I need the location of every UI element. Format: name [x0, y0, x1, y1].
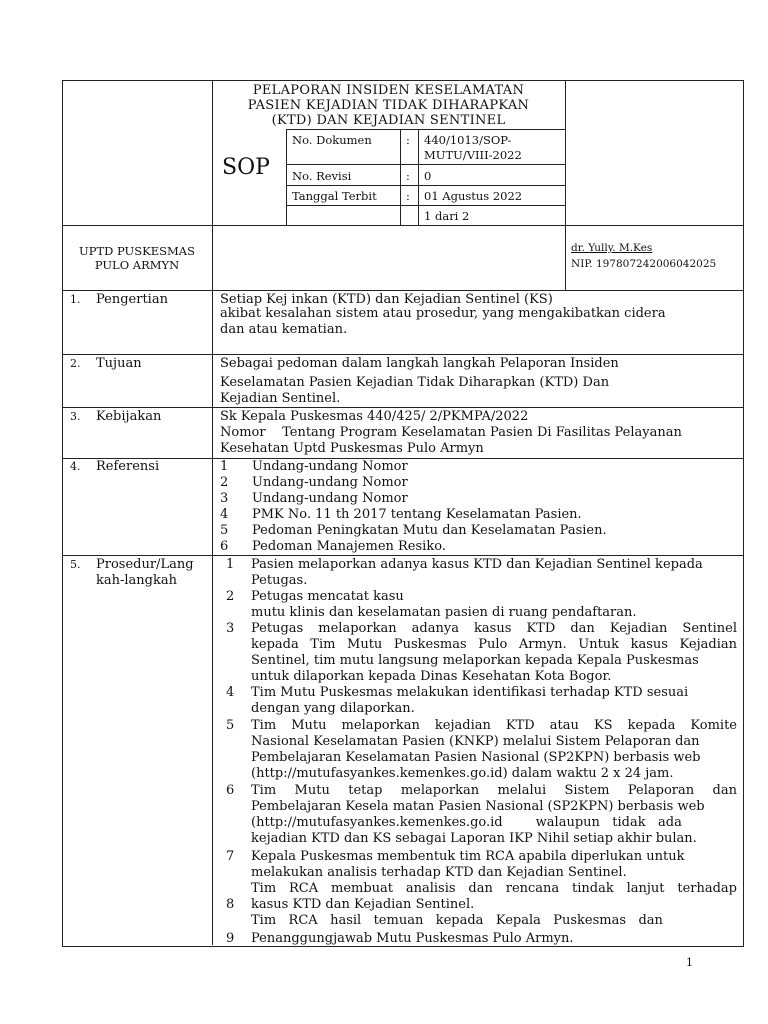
- section-1-number: 1.: [70, 293, 81, 306]
- section-2-line-1: Sebagai pedoman dalam langkah langkah Pelaporan Insiden: [220, 356, 619, 371]
- procedure-line: kejadian KTD dan KS sebagai Laporan IKP Nihil setiap akhir bulan.: [251, 831, 697, 846]
- procedure-line: Tim RCA hasil temuan kepada Kepala Puskesmas dan: [251, 913, 663, 928]
- section-4-number: 4.: [70, 460, 81, 473]
- section-3-label: Kebijakan: [96, 409, 162, 424]
- page-count-value: 1 dari 2: [424, 209, 470, 223]
- section-3-line-1: Sk Kepala Puskesmas 440/425/ 2/PKMPA/2022: [220, 409, 529, 424]
- reference-text: Undang-undang Nomor: [252, 459, 408, 474]
- step-number: 3: [226, 621, 235, 636]
- header-bottom-rule: [62, 225, 743, 226]
- issue-date-colon: :: [406, 189, 410, 203]
- revision-value: 0: [424, 169, 432, 183]
- revision-colon: :: [406, 169, 410, 183]
- revision-label: No. Revisi: [292, 169, 352, 183]
- section-1-line-2: akibat kesalahan sistem atau prosedur, yang mengakibatkan cidera: [220, 306, 666, 321]
- doc-title-line-3: (KTD) DAN KEJADIAN SENTINEL: [271, 113, 506, 128]
- meta-rule-4: [286, 205, 565, 206]
- section-5-label-line-1: Prosedur/Lang: [96, 557, 194, 572]
- section-2-rule: [62, 407, 743, 408]
- reference-text: Undang-undang Nomor: [252, 475, 408, 490]
- section-2-number: 2.: [70, 357, 81, 370]
- section-2-line-2: Keselamatan Pasien Kejadian Tidak Diharapkan (KTD) Dan: [220, 375, 610, 390]
- procedure-line: Petugas.: [251, 573, 308, 588]
- procedure-line: (http://mutufasyankes.kemenkes.go.id walaupun tidak ada: [251, 815, 682, 830]
- procedure-line: Penanggungjawab Mutu Puskesmas Pulo Armyn.: [251, 931, 574, 946]
- reference-number: 4: [220, 507, 229, 522]
- step-number: 4: [226, 685, 235, 700]
- section-3-line-2: Nomor Tentang Program Keselamatan Pasien Di Fasilitas Pelayanan: [220, 425, 682, 440]
- procedure-line: Petugas melaporkan adanya kasus KTD dan Kejadian Sentinel: [251, 621, 737, 636]
- meta-col-2: [400, 129, 401, 225]
- step-number: 7: [226, 849, 235, 864]
- procedure-line: mutu klinis dan keselamatan pasien di ruang pendaftaran.: [251, 605, 637, 620]
- procedure-line: Nasional Keselamatan Pasien (KNKP) melalui Sistem Pelaporan dan: [251, 734, 700, 749]
- procedure-line: kasus KTD dan Kejadian Sentinel.: [251, 897, 475, 912]
- section-4-rule: [62, 555, 743, 556]
- step-number: 9: [226, 931, 235, 946]
- header-left-divider: [212, 80, 213, 945]
- issue-date-value: 01 Agustus 2022: [424, 189, 523, 203]
- section-1-rule: [62, 354, 743, 355]
- section-2-label: Tujuan: [96, 356, 142, 371]
- procedure-line: kepada Tim Mutu Puskesmas Pulo Armyn. Untuk kasus Kejadian: [251, 637, 737, 652]
- procedure-line: Tim Mutu tetap melaporkan melalui Sistem Pelaporan dan: [251, 783, 737, 798]
- meta-rule-2: [286, 164, 565, 165]
- procedure-line: Petugas mencatat kasu: [251, 589, 404, 604]
- step-number: 8: [226, 897, 235, 912]
- procedure-line: Tim Mutu Puskesmas melakukan identifikasi terhadap KTD sesuai: [251, 685, 689, 700]
- section-5-number: 5.: [70, 558, 81, 571]
- procedure-line: Kepala Puskesmas membentuk tim RCA apabila diperlukan untuk: [251, 849, 685, 864]
- reference-number: 6: [220, 539, 229, 554]
- doc-title-line-2: PASIEN KEJADIAN TIDAK DIHARAPKAN: [247, 98, 530, 113]
- procedure-line: melakukan analisis terhadap KTD dan Kejadian Sentinel.: [251, 865, 627, 880]
- reference-number: 5: [220, 523, 229, 538]
- doc-number-label: No. Dokumen: [292, 133, 372, 147]
- doc-number-value-1: 440/1013/SOP-: [424, 133, 512, 147]
- meta-top-rule: [286, 129, 565, 130]
- step-number: 1: [226, 557, 235, 572]
- doc-number-colon: :: [406, 133, 410, 147]
- signer-name: dr. Yully. M.Kes: [571, 242, 653, 254]
- reference-number: 1: [220, 459, 229, 474]
- section-3-number: 3.: [70, 410, 81, 423]
- reference-text: Undang-undang Nomor: [252, 491, 408, 506]
- reference-number: 2: [220, 475, 229, 490]
- section-1-line-3: dan atau kematian.: [220, 322, 348, 337]
- section-1-label: Pengertian: [96, 292, 168, 307]
- meta-col-3: [418, 129, 419, 225]
- org-name-line-2: PULO ARMYN: [94, 258, 180, 272]
- doc-number-value-2: MUTU/VIII-2022: [424, 148, 522, 162]
- signer-nip: NIP. 197807242006042025: [571, 258, 717, 270]
- step-number: 2: [226, 589, 235, 604]
- procedure-line: Sentinel, tim mutu langsung melaporkan kepada Kepala Puskesmas: [251, 653, 699, 668]
- sop-label: SOP: [222, 155, 270, 180]
- section-4-label: Referensi: [96, 459, 160, 474]
- procedure-line: dengan yang dilaporkan.: [251, 701, 415, 716]
- procedure-line: Pasien melaporkan adanya kasus KTD dan Kejadian Sentinel kepada: [251, 557, 703, 572]
- reference-text: Pedoman Peningkatan Mutu dan Keselamatan Pasien.: [252, 523, 607, 538]
- procedure-line: Tim RCA membuat analisis dan rencana tindak lanjut terhadap: [251, 881, 737, 896]
- section-2-line-3: Kejadian Sentinel.: [220, 391, 341, 406]
- procedure-line: Tim Mutu melaporkan kejadian KTD atau KS kepada Komite: [251, 718, 737, 733]
- meta-col-1: [286, 129, 287, 225]
- doc-title-line-1: PELAPORAN INSIDEN KESELAMATAN: [252, 83, 525, 98]
- section-5-label-line-2: kah-langkah: [96, 573, 177, 588]
- procedure-line: untuk dilaporkan kepada Dinas Kesehatan Kota Bogor.: [251, 669, 612, 684]
- procedure-line: Pembelajaran Kesela matan Pasien Nasional (SP2KPN) berbasis web: [251, 799, 705, 814]
- procedure-line: Pembelajaran Keselamatan Pasien Nasional (SP2KPN) berbasis web: [251, 750, 701, 765]
- issue-date-label: Tanggal Terbit: [292, 189, 377, 203]
- section-1-line-1: Setiap Kej inkan (KTD) dan Kejadian Sentinel (KS): [220, 292, 553, 307]
- header-right-divider: [565, 80, 566, 290]
- meta-rule-3: [286, 185, 565, 186]
- reference-text: Pedoman Manajemen Resiko.: [252, 539, 446, 554]
- org-name-line-1: UPTD PUSKESMAS: [79, 244, 195, 258]
- step-number: 5: [226, 718, 235, 733]
- page-number: 1: [686, 956, 693, 969]
- step-number: 6: [226, 783, 235, 798]
- section-3-line-3: Kesehatan Uptd Puskesmas Pulo Armyn: [220, 441, 484, 456]
- reference-number: 3: [220, 491, 229, 506]
- procedure-line: (http://mutufasyankes.kemenkes.go.id) dalam waktu 2 x 24 jam.: [251, 766, 674, 781]
- reference-text: PMK No. 11 th 2017 tentang Keselamatan Pasien.: [252, 507, 582, 522]
- org-bottom-rule: [62, 290, 743, 291]
